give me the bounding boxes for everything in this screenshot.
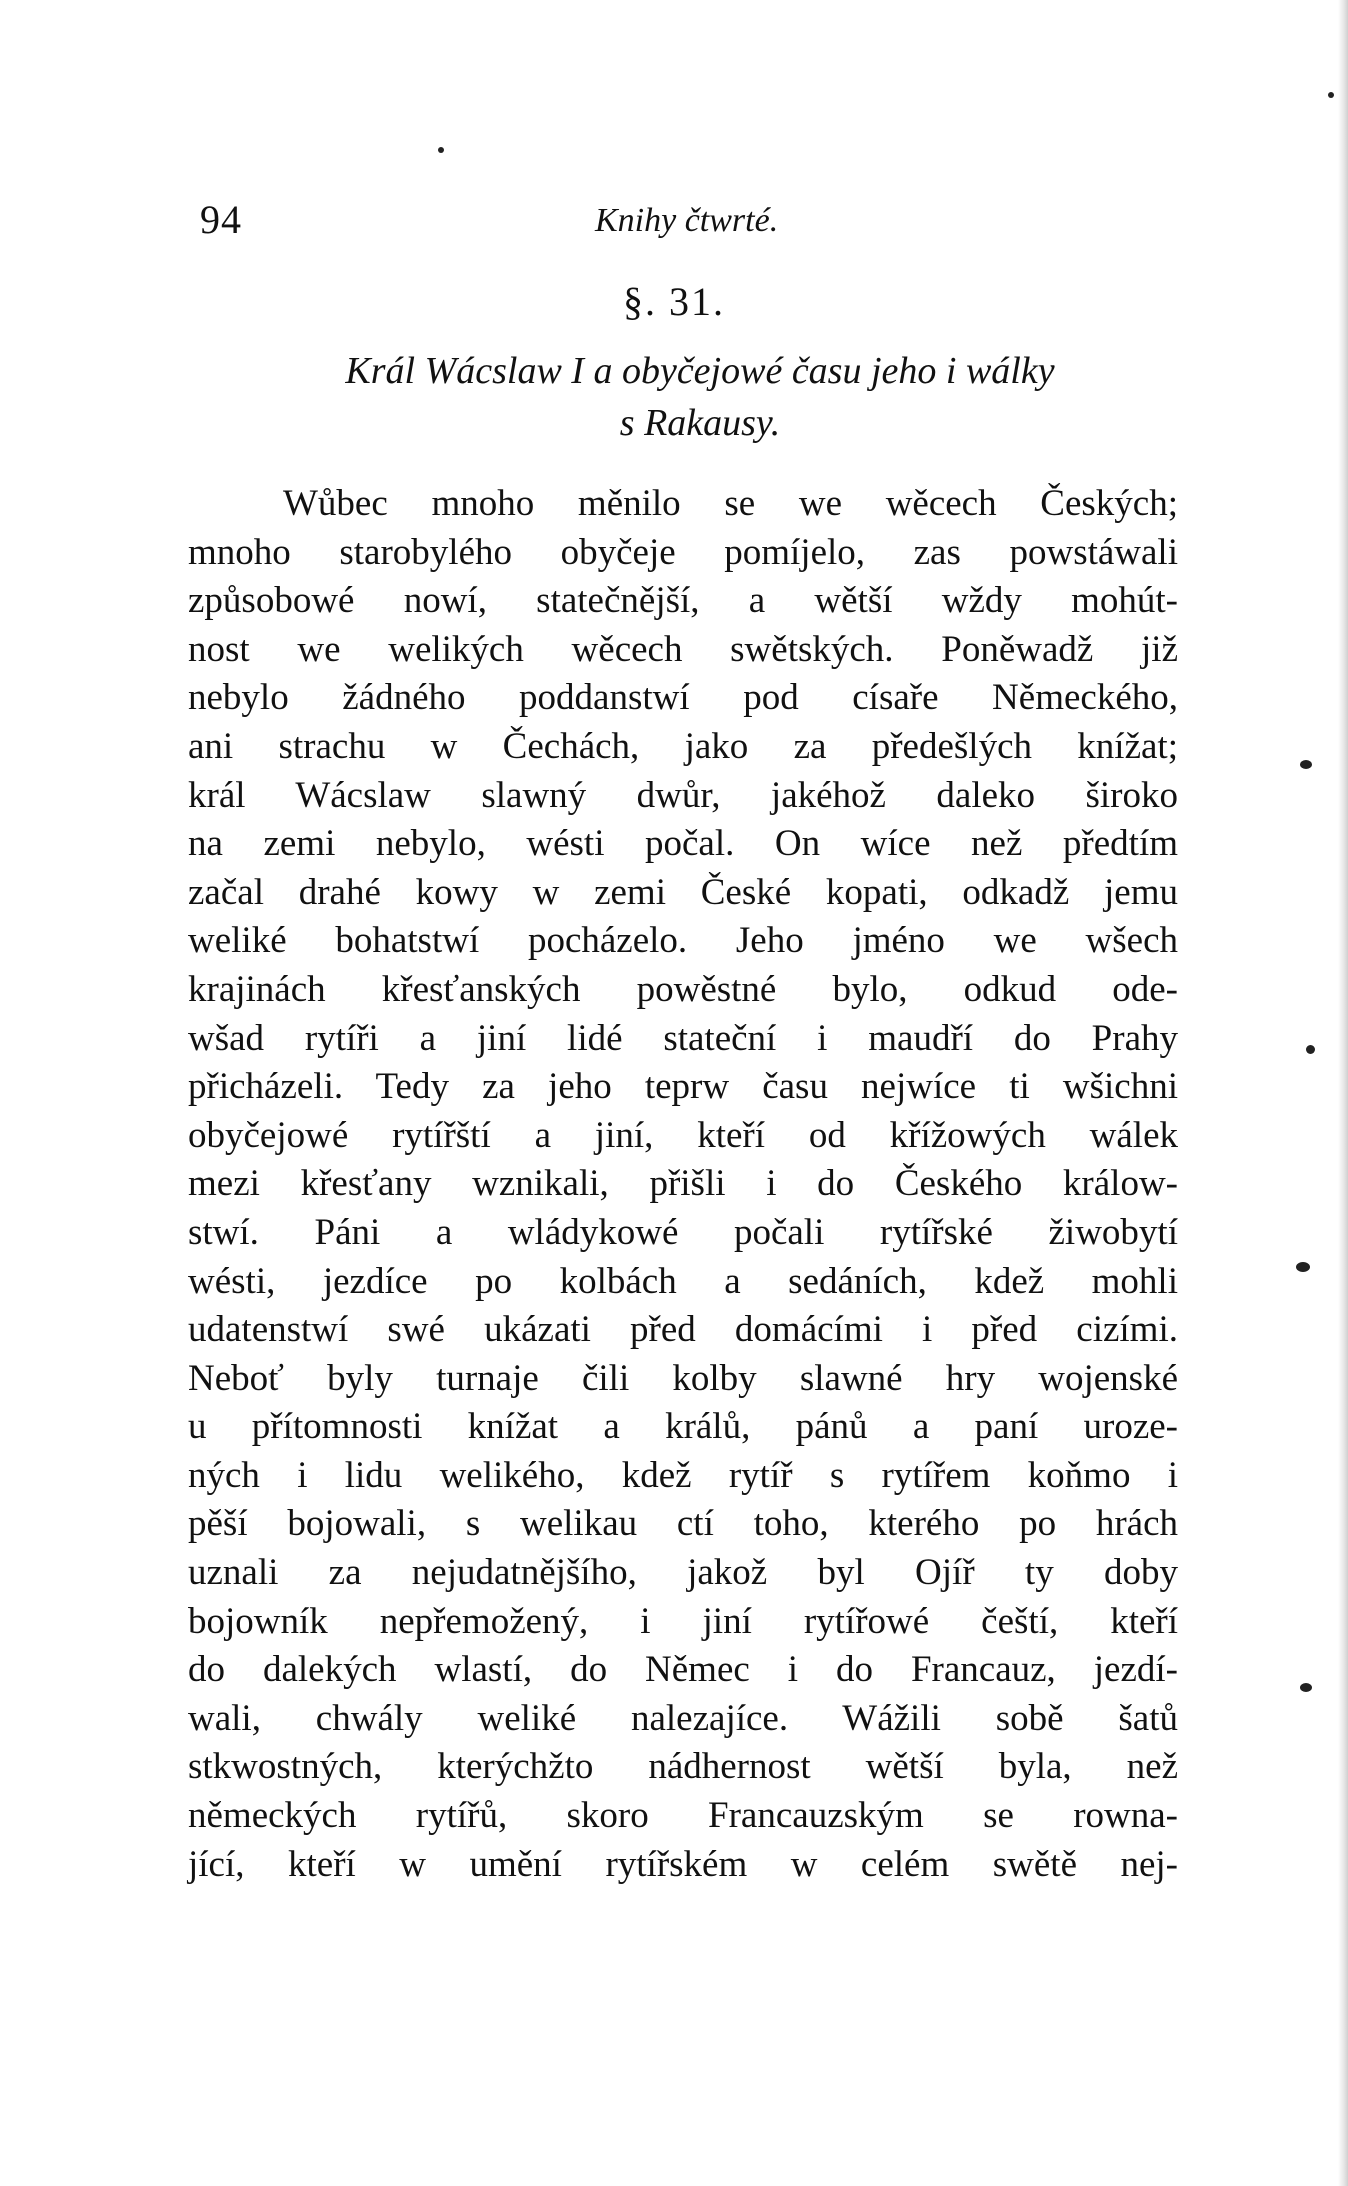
section-title-line: s Rakausy.: [619, 402, 781, 444]
running-head: [0, 196, 1348, 246]
text-line: stkwostných, kterýchžto nádhernost wětší byla, než: [188, 1746, 1178, 1788]
text-line: na zemi nebylo, wésti počal. On wíce než předtím: [188, 823, 1178, 865]
text-line: do dalekých wlastí, do Němec i do Francauz, jezdí-: [188, 1649, 1178, 1691]
text-line: uznali za nejudatnějšího, jakož byl Ojíř ty doby: [188, 1552, 1178, 1594]
text-line: král Wácslaw slawný dwůr, jakéhož daleko široko: [188, 774, 1178, 816]
ink-speck: [1306, 1045, 1315, 1054]
text-line: nost we welikých wěcech swětských. Poněwadž již: [188, 628, 1178, 670]
section-title: [240, 345, 1160, 449]
text-line: mnoho starobylého obyčeje pomíjelo, zas powstáwali: [188, 531, 1178, 573]
text-line: krajinách křesťanských powěstné bylo, odkud ode-: [188, 968, 1178, 1010]
section-title-line: Král Wácslaw I a obyčejowé času jeho i wálky: [345, 350, 1055, 392]
text-line: wšad rytíři a jiní lidé stateční i maudří do Prahy: [188, 1017, 1178, 1059]
text-line: nebylo žádného poddanstwí pod císaře Německého,: [188, 677, 1178, 719]
text-line: u přítomnosti knížat a králů, pánů a paní uroze-: [188, 1406, 1178, 1448]
text-line: ani strachu w Čechách, jako za předešlých knížat;: [188, 725, 1178, 767]
text-line: udatenstwí swé ukázati před domácími i před cizími.: [188, 1309, 1178, 1351]
page-number: 94: [200, 197, 242, 242]
ink-speck: [438, 147, 444, 153]
text-line: jící, kteří w umění rytířském w celém swětě nej-: [188, 1843, 1178, 1885]
text-line: začal drahé kowy w zemi České kopati, odkadž jemu: [188, 871, 1178, 913]
ink-speck: [1328, 92, 1334, 98]
text-line: bojowník nepřemožený, i jiní rytířowé čeští, kteří: [188, 1600, 1178, 1642]
text-line: způsobowé nowí, statečnější, a wětší wždy mohút-: [188, 580, 1178, 622]
text-line: německých rytířů, skoro Francauzským se rowna-: [188, 1795, 1178, 1837]
page-edge-shadow: [1338, 0, 1348, 2186]
text-line: pěší bojowali, s welikau ctí toho, kterého po hrách: [188, 1503, 1178, 1545]
body-paragraph: [188, 480, 1178, 1889]
ink-speck: [1300, 1683, 1312, 1692]
text-line: obyčejowé rytířští a jiní, kteří od křížowých wálek: [188, 1114, 1178, 1156]
section-number: §. 31.: [623, 279, 725, 324]
text-line: stwí. Páni a wládykowé počali rytířské žiwobytí: [188, 1211, 1178, 1253]
ink-speck: [1296, 1262, 1310, 1272]
running-title: Knihy čtwrté.: [595, 202, 779, 239]
ink-speck: [1300, 760, 1312, 769]
text-line: Wůbec mnoho měnilo se we wěcech Českých;: [283, 483, 1178, 524]
text-line: weliké bohatstwí pocházelo. Jeho jméno we wšech: [188, 920, 1178, 962]
text-line: ných i lidu welikého, kdež rytíř s rytířem koňmo i: [188, 1454, 1178, 1496]
text-line: wésti, jezdíce po kolbách a sedáních, kdež mohli: [188, 1260, 1178, 1302]
text-line: přicházeli. Tedy za jeho teprw času nejwíce ti wšichni: [188, 1066, 1178, 1108]
text-line: wali, chwály weliké nalezajíce. Wážili sobě šatů: [188, 1697, 1178, 1739]
text-line: Neboť byly turnaje čili kolby slawné hry wojenské: [188, 1357, 1178, 1399]
text-line: mezi křesťany wznikali, přišli i do Českého králow-: [188, 1163, 1178, 1205]
